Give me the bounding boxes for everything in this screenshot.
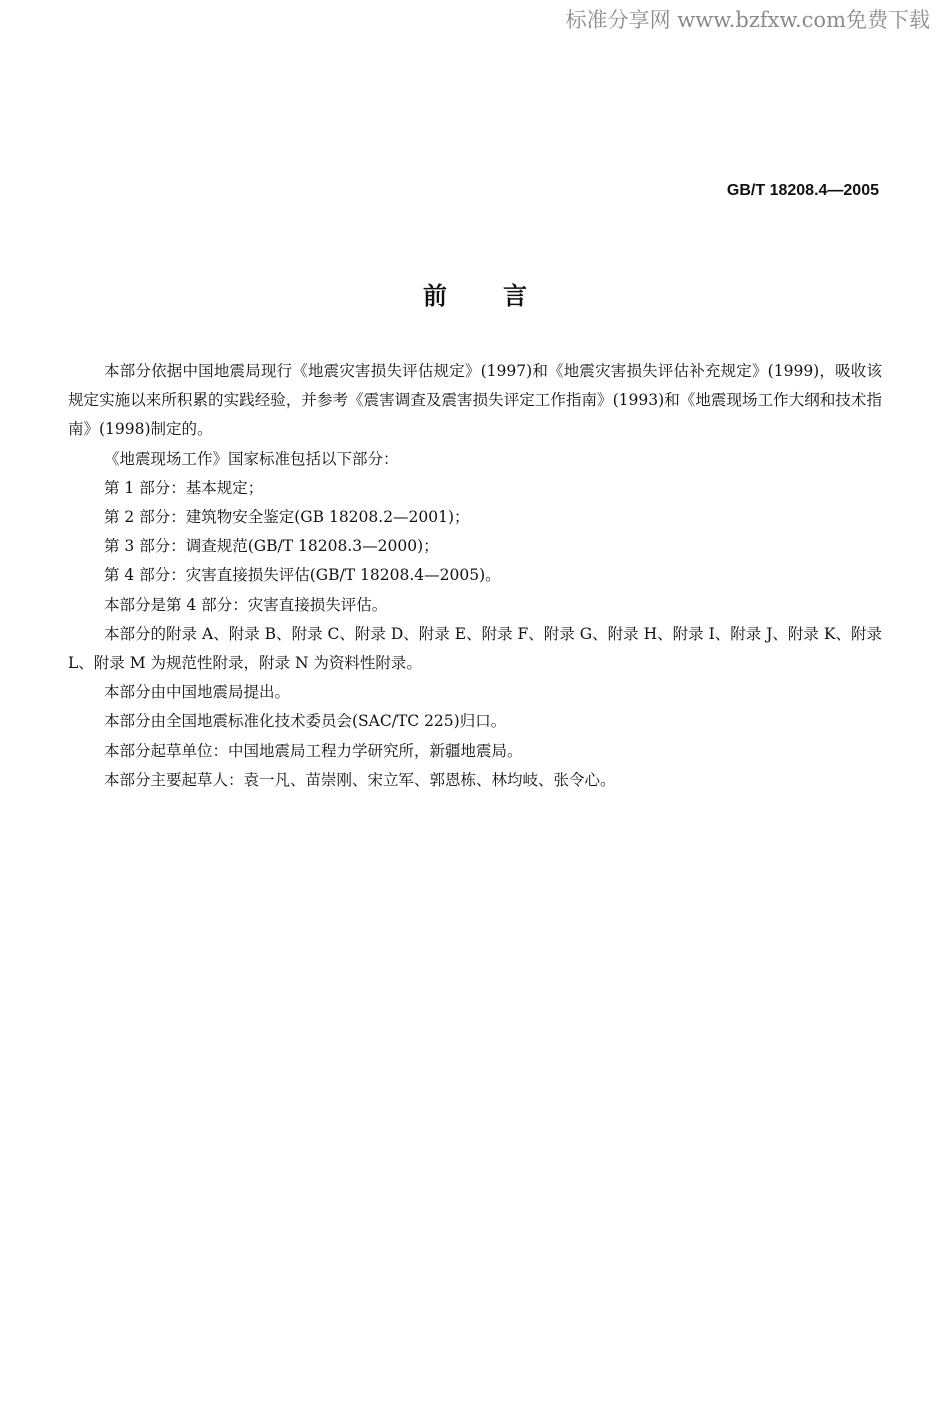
list-item-part-2: 第 2 部分：建筑物安全鉴定(GB 18208.2—2001)； [104, 508, 470, 527]
paragraph-parts-intro: 《地震现场工作》国家标准包括以下部分： [104, 449, 399, 468]
paragraph-this-part: 本部分是第 4 部分：灾害直接损失评估。 [104, 595, 388, 614]
standard-number: GB/T 18208.4—2005 [726, 182, 879, 199]
watermark-text: 标准分享网 www.bzfxw.com免费下载 [565, 8, 930, 32]
page-title: 前言 [423, 282, 583, 310]
paragraph-drafters: 本部分主要起草人：袁一凡、苗崇刚、宋立军、郭恩栋、林均岐、张令心。 [104, 770, 616, 789]
foreword-body [68, 357, 882, 795]
paragraph-basis: 本部分依据中国地震局现行《地震灾害损失评估规定》(1997)和《地震灾害损失评估补充规定》(1999)，吸收该规定实施以来所积累的实践经验，并参考《震害调查及震害损失评定工作指南》(1993)和《地震现场工作大纲和技术指南》(1998)制定的。 [68, 362, 882, 439]
list-item-part-1: 第 1 部分：基本规定； [104, 478, 264, 497]
paragraph-annexes: 本部分的附录 A、附录 B、附录 C、附录 D、附录 E、附录 F、附录 G、附录 H、附录 I、附录 J、附录 K、附录 L、附录 M 为规范性附录，附录 N 为资料性附录。 [68, 624, 882, 673]
paragraph-proposer: 本部分由中国地震局提出。 [104, 683, 291, 702]
paragraph-drafting-units: 本部分起草单位：中国地震局工程力学研究所，新疆地震局。 [104, 741, 523, 760]
list-item-part-3: 第 3 部分：调查规范(GB/T 18208.3—2000)； [104, 537, 439, 556]
list-item-part-4: 第 4 部分：灾害直接损失评估(GB/T 18208.4—2005)。 [104, 566, 501, 585]
paragraph-committee: 本部分由全国地震标准化技术委员会(SAC/TC 225)归口。 [104, 712, 507, 731]
